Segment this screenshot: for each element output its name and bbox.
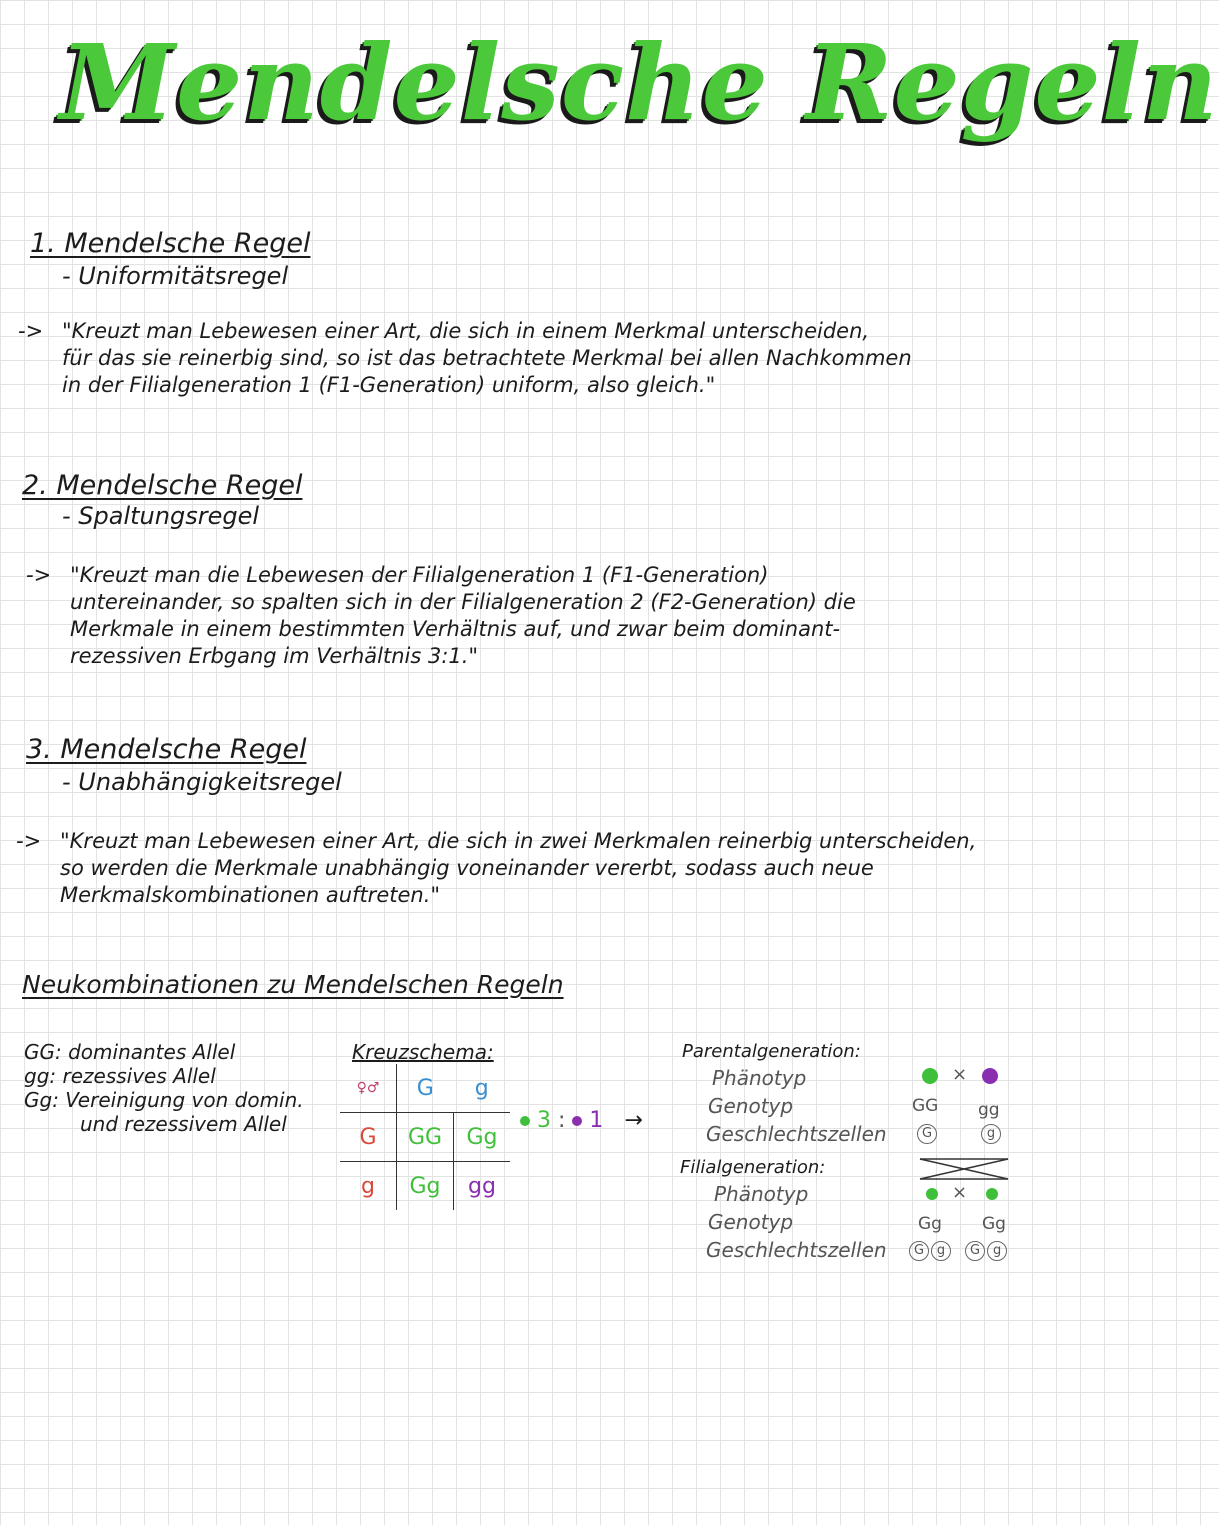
- p-phaenotyp-label: Phänotyp: [712, 1066, 807, 1090]
- gamete-circle-icon: G: [917, 1124, 937, 1144]
- gamete-circle-icon: g: [981, 1124, 1001, 1144]
- rule-3-subtitle: - Unabhängigkeitsregel: [62, 768, 342, 796]
- gamete-circle-icon: G: [909, 1241, 929, 1261]
- page-title: Mendelsche Regeln: [60, 21, 1219, 144]
- legend-item: gg: rezessives Allel: [24, 1064, 216, 1088]
- crossing-lines-icon: [918, 1156, 1010, 1182]
- f-genotyp-label: Genotyp: [708, 1210, 794, 1234]
- rule-3-line-1: "Kreuzt man Lebewesen einer Art, die sich in zwei Merkmalen reinerbig unterscheiden,: [60, 829, 977, 853]
- section-heading: Neukombinationen zu Mendelschen Regeln: [22, 970, 564, 999]
- rule-3-heading: 3. Mendelsche Regel: [26, 734, 307, 765]
- f-phaenotyp-label: Phänotyp: [714, 1182, 809, 1206]
- rule-1-line-2: für das sie reinerbig sind, so ist das betrachtete Merkmal bei allen Nachkommen: [62, 346, 912, 370]
- punnett-square: [340, 1064, 510, 1210]
- dominant-filial-dot-icon: [926, 1188, 938, 1200]
- sex-symbols-icon: ♀♂: [356, 1080, 380, 1096]
- rule-1-subtitle: - Uniformitätsregel: [62, 262, 289, 290]
- cross-times-icon: ×: [952, 1182, 968, 1203]
- parental-generation-label: Parentalgeneration:: [682, 1041, 861, 1062]
- punnett-title: Kreuzschema:: [352, 1040, 494, 1064]
- punnett-cell: GG: [397, 1113, 454, 1162]
- arrow-right-icon: →: [624, 1108, 643, 1133]
- ratio-recessive: 1: [589, 1108, 604, 1133]
- recessive-dot-icon: [572, 1116, 582, 1126]
- p-gametes-label: Geschlechtszellen: [706, 1122, 887, 1146]
- punnett-row-header: G: [340, 1113, 397, 1162]
- p-genotyp-label: Genotyp: [708, 1094, 794, 1118]
- legend-item-continued: und rezessivem Allel: [80, 1112, 287, 1136]
- legend-item: GG: dominantes Allel: [24, 1040, 236, 1064]
- punnett-cell: gg: [454, 1162, 511, 1211]
- rule-3-line-2: so werden die Merkmale unabhängig voneinander vererbt, sodass auch neue: [60, 856, 874, 880]
- rule-1-line-1: "Kreuzt man Lebewesen einer Art, die sich in einem Merkmal unterscheiden,: [62, 319, 870, 343]
- recessive-parent-dot-icon: [982, 1068, 998, 1084]
- rule-2-line-4: rezessiven Erbgang im Verhältnis 3:1.": [70, 644, 479, 668]
- gamete-circle-icon: g: [931, 1241, 951, 1261]
- rule-2-line-2: untereinander, so spalten sich in der Filialgeneration 2 (F2-Generation) die: [70, 590, 856, 614]
- p-genotype-dominant: GG: [912, 1096, 939, 1116]
- arrow-icon: ->: [16, 829, 42, 853]
- rule-1-text: [18, 318, 912, 399]
- arrow-icon: ->: [26, 563, 52, 587]
- punnett-col-header: G: [397, 1064, 454, 1113]
- punnett-cell: Gg: [397, 1162, 454, 1211]
- f-gametes: [908, 1240, 1008, 1261]
- f-gametes-label: Geschlechtszellen: [706, 1238, 887, 1262]
- allele-legend: [24, 1040, 304, 1136]
- punnett-col-header: g: [474, 1075, 489, 1101]
- ratio-dominant: 3: [537, 1108, 551, 1133]
- gamete-circle-icon: G: [965, 1241, 985, 1261]
- gamete-circle-icon: g: [987, 1241, 1007, 1261]
- phenotype-ratio: [520, 1108, 643, 1133]
- legend-item: Gg: Vereinigung von domin.: [24, 1088, 304, 1112]
- rule-1-line-3: in der Filialgeneration 1 (F1-Generation) uniform, also gleich.": [62, 373, 716, 397]
- ratio-separator: :: [558, 1108, 566, 1133]
- punnett-cell: Gg: [454, 1113, 511, 1162]
- arrow-icon: ->: [18, 319, 44, 343]
- rule-1-heading: 1. Mendelsche Regel: [30, 228, 311, 259]
- rule-2-heading: 2. Mendelsche Regel: [22, 470, 303, 501]
- dominant-dot-icon: [520, 1116, 530, 1126]
- p-genotype-recessive: gg: [978, 1100, 1000, 1120]
- dominant-parent-dot-icon: [922, 1068, 938, 1084]
- filial-generation-label: Filialgeneration:: [680, 1157, 826, 1178]
- rule-2-subtitle: - Spaltungsregel: [62, 502, 260, 530]
- rule-2-line-3: Merkmale in einem bestimmten Verhältnis auf, und zwar beim dominant-: [70, 617, 841, 641]
- f-genotype: Gg: [918, 1214, 942, 1234]
- dominant-filial-dot-icon: [986, 1188, 998, 1200]
- rule-3-text: [16, 828, 977, 909]
- f-genotype: Gg: [982, 1214, 1006, 1234]
- punnett-row-header: g: [340, 1162, 397, 1211]
- rule-2-line-1: "Kreuzt man die Lebewesen der Filialgeneration 1 (F1-Generation): [70, 563, 769, 587]
- cross-times-icon: ×: [952, 1064, 968, 1085]
- rule-2-text: [26, 562, 856, 670]
- rule-3-line-3: Merkmalskombinationen auftreten.": [60, 883, 441, 907]
